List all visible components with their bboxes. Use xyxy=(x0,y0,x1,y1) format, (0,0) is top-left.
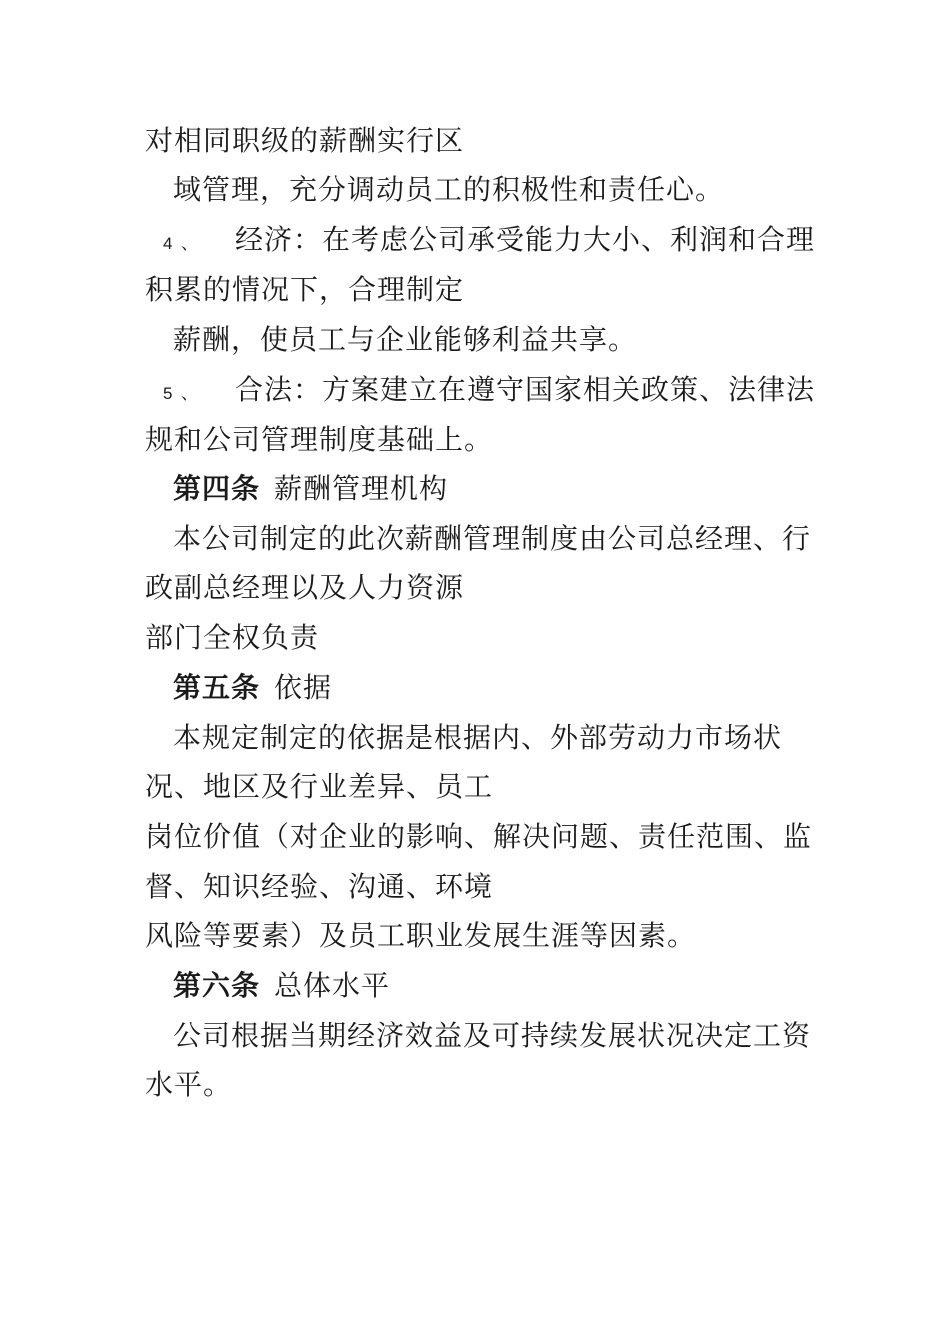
text-line xyxy=(145,422,493,458)
section-heading xyxy=(173,471,448,507)
text-line xyxy=(145,620,319,656)
text-line xyxy=(173,1018,811,1054)
text-line xyxy=(173,521,811,557)
text-line xyxy=(145,272,464,308)
line-text: 域管理，充分调动员工的积极性和责任心。 xyxy=(173,173,725,206)
line-text: 况、地区及行业差异、员工 xyxy=(145,770,494,803)
text-line xyxy=(145,1067,232,1103)
line-text: 薪酬，使员工与企业能够利益共享。 xyxy=(173,323,638,356)
line-text: 公司根据当期经济效益及可持续发展状况决定工资 xyxy=(173,1019,812,1052)
line-text: 本公司制定的此次薪酬管理制度由公司总经理、行 xyxy=(173,522,812,555)
list-separator: 、 xyxy=(181,384,199,403)
text-line xyxy=(145,570,464,606)
article-title: 依据 xyxy=(274,671,333,704)
text-line xyxy=(145,819,812,855)
article-number: 第五条 xyxy=(173,671,261,704)
text-line xyxy=(145,769,493,805)
article-title: 薪酬管理机构 xyxy=(274,472,449,505)
line-text: 部门全权负责 xyxy=(145,621,320,654)
list-item xyxy=(163,372,815,412)
list-separator: 、 xyxy=(181,234,199,253)
article-title: 总体水平 xyxy=(274,969,391,1002)
list-item xyxy=(163,222,815,262)
line-text: 经济：在考虑公司承受能力大小、利润和合理 xyxy=(235,223,816,256)
line-text: 水平。 xyxy=(145,1068,233,1101)
section-heading xyxy=(173,670,332,706)
line-text: 积累的情况下，合理制定 xyxy=(145,273,465,306)
line-text: 岗位价值（对企业的影响、解决问题、责任范围、监 xyxy=(145,820,813,853)
line-text: 督、知识经验、沟通、环境 xyxy=(145,870,494,903)
text-line xyxy=(173,172,724,208)
list-number: 5 xyxy=(163,384,174,403)
list-number: 4 xyxy=(163,234,174,253)
line-text: 规和公司管理制度基础上。 xyxy=(145,423,494,456)
text-line xyxy=(145,123,464,159)
article-number: 第六条 xyxy=(173,969,261,1002)
line-text: 本规定制定的依据是根据内、外部劳动力市场状 xyxy=(173,721,783,754)
line-text: 对相同职级的薪酬实行区 xyxy=(145,124,465,157)
text-line xyxy=(173,322,637,358)
text-line xyxy=(173,720,782,756)
text-line xyxy=(145,869,493,905)
section-heading xyxy=(173,968,390,1004)
line-text: 合法：方案建立在遵守国家相关政策、法律法 xyxy=(235,373,816,406)
text-line xyxy=(145,918,696,954)
line-text: 政副总经理以及人力资源 xyxy=(145,571,465,604)
line-text: 风险等要素）及员工职业发展生涯等因素。 xyxy=(145,919,697,952)
article-number: 第四条 xyxy=(173,472,261,505)
